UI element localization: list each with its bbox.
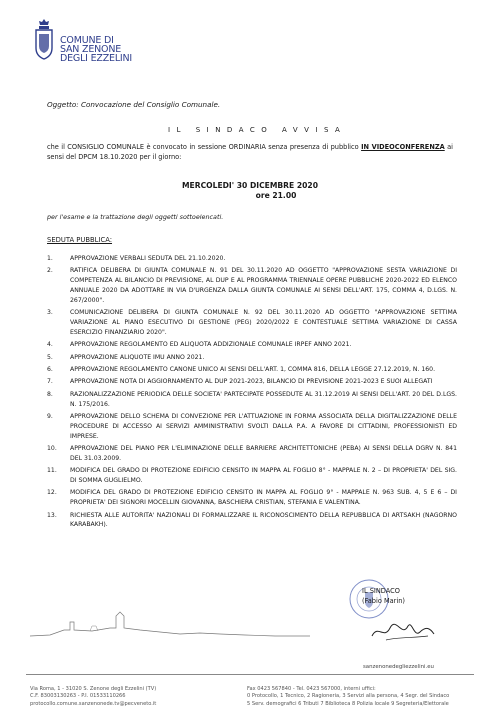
agenda-item-text: APPROVAZIONE NOTA DI AGGIORNAMENTO AL DUP 2021-2023, BILANCIO DI PREVISIONE 2021-2023 E SUOI ALLEGATI xyxy=(70,378,433,386)
agenda-item xyxy=(47,377,457,387)
comune-line-2: SAN ZENONE xyxy=(60,44,122,55)
agenda-intro: per l'esame e la trattazione degli oggetti sottoelencati. xyxy=(47,213,224,221)
agenda-item-text: APPROVAZIONE REGOLAMENTO CANONE UNICO AI SENSI DELL'ART. 1, COMMA 816, DELLA LEGGE 27.12.2019, N. 160. xyxy=(70,366,436,374)
agenda-item-text: APPROVAZIONE ALIQUOTE IMU ANNO 2021. xyxy=(70,353,205,361)
subject-line: Oggetto: Convocazione del Consiglio Comunale. xyxy=(47,100,221,109)
agenda-item-text: MODIFICA DEL GRADO DI PROTEZIONE EDIFICIO CENSITO IN MAPPA AL FOGLIO 8° - MAPPALE N. 2 – DI PROPRIETA' DEL SIG. DI SOMMA GUGLIELMO. xyxy=(70,467,457,485)
agenda-item-number: 6. xyxy=(47,366,53,374)
agenda-item xyxy=(47,365,457,375)
comune-name xyxy=(60,36,132,63)
agenda-item-number: 12. xyxy=(47,489,57,497)
crest-icon xyxy=(34,18,54,60)
meeting-date: MERCOLEDI' 30 DICEMBRE 2020 xyxy=(181,181,318,190)
agenda-item xyxy=(47,254,457,264)
agenda-item-text: RAZIONALIZZAZIONE PERIODICA DELLE SOCIETA' PARTECIPATE POSSEDUTE AL 31.12.2019 AI SENSI DELL'ART. 20 DEL D.LGS. N. 175/2016. xyxy=(70,390,457,408)
agenda-list xyxy=(47,254,457,533)
agenda-item xyxy=(47,390,457,410)
agenda-item xyxy=(47,353,457,363)
municipality-logo xyxy=(34,10,142,70)
agenda-item-number: 2. xyxy=(47,267,53,275)
comune-line-3: DEGLI EZZELINI xyxy=(60,53,133,64)
agenda-item-number: 7. xyxy=(47,378,53,386)
comune-line-1: COMUNE DI xyxy=(60,35,114,46)
footer-contact-line: 0 Protocollo, 1 Tecnico, 2 Ragioneria, 3 Servizi alla persona, 4 Segr. del Sindaco xyxy=(247,693,450,700)
agenda-item xyxy=(47,511,457,531)
meeting-time: ore 21.00 xyxy=(255,191,297,200)
agenda-item-number: 3. xyxy=(47,309,53,317)
agenda-item-text: APPROVAZIONE REGOLAMENTO ED ALIQUOTA ADDIZIONALE COMUNALE IRPEF ANNO 2021. xyxy=(70,341,352,349)
agenda-item xyxy=(47,308,457,338)
agenda-item xyxy=(47,466,457,486)
footer-divider xyxy=(26,674,474,675)
handwritten-signature xyxy=(368,618,438,644)
agenda-item xyxy=(47,444,457,464)
agenda-item xyxy=(47,266,457,306)
agenda-item xyxy=(47,340,457,350)
agenda-item-number: 13. xyxy=(47,511,57,519)
agenda-item-text: COMUNICAZIONE DELIBERA DI GIUNTA COMUNALE N. 92 DEL 30.11.2020 AD OGGETTO "APPROVAZIONE SETTIMA VARIAZIONE AL PIANO ESECUTIVO DI GESTIONE (PEG) 2020/2022 E CONTESTUALE SETTIMA VARIAZIONE DI CASSA ESERCIZIO FINANZIARIO 2020". xyxy=(70,309,457,337)
website-url: sanzenonedegliezzelini.eu xyxy=(363,664,434,670)
videoconference-emphasis: IN VIDEOCONFERENZA xyxy=(361,143,445,151)
agenda-item-number: 10. xyxy=(47,444,57,452)
signature-block xyxy=(348,578,444,642)
intro-paragraph xyxy=(47,143,453,162)
public-session-title: SEDUTA PUBBLICA: xyxy=(47,236,113,244)
intro-text-2: ai sensi del DPCM 18.10.2020 per il giorno: xyxy=(47,143,453,161)
footer-address-line: C.F. 83003130263 - P.I. 01533110266 xyxy=(30,693,126,700)
meeting-datetime xyxy=(0,181,500,201)
agenda-item-number: 5. xyxy=(47,353,53,361)
mayor-name: (Fabio Marin) xyxy=(362,597,405,605)
agenda-item-number: 9. xyxy=(47,412,53,420)
footer-address-line: Via Roma, 1 - 31020 S. Zenone degli Ezzelini (TV) xyxy=(30,686,157,692)
agenda-item-number: 1. xyxy=(47,255,53,262)
footer-address-line: protocollo.comune.sanzenonede.tv@pecveneto.it xyxy=(30,700,157,707)
agenda-item-number: 8. xyxy=(47,390,53,398)
footer-contact-line: Fax 0423 567840 - Tel. 0423 567000, interni uffici: xyxy=(247,686,376,692)
footer-contact-line: 5 Serv. demografici 6 Tributi 7 Biblioteca 8 Polizia locale 9 Segreteria/Elettorale xyxy=(247,700,449,707)
town-skyline-drawing xyxy=(30,600,310,638)
agenda-item-text: RICHIESTA ALLE AUTORITA' NAZIONALI DI FORMALIZZARE IL RICONOSCIMENTO DELLA REPUBBLICA DI ARTSAKH (NAGORNO KARABAKH). xyxy=(70,511,457,529)
agenda-item-text: APPROVAZIONE VERBALI SEDUTA DEL 21.10.2020. xyxy=(70,255,226,262)
agenda-item xyxy=(47,488,457,508)
notice-heading: IL SINDACO AVVISA xyxy=(168,126,347,134)
agenda-item-number: 4. xyxy=(47,341,53,349)
agenda-item-text: APPROVAZIONE DELLO SCHEMA DI CONVEZIONE PER L'ATTUAZIONE IN FORMA ASSOCIATA DELLA DIGITALIZZAZIONE DELLE PROCEDURE DI ACCESSO AI SERVIZI AMMINISTRATIVI SVOLTI DALLA P.A. A FAVORE DI CITTADINI, PROFESSIONISTI ED IMPRESE. xyxy=(70,412,457,440)
agenda-item-text: RATIFICA DELIBERA DI GIUNTA COMUNALE N. 91 DEL 30.11.2020 AD OGGETTO "APPROVAZIONE SESTA VARIAZIONE DI COMPETENZA AL BILANCIO DI PREVISIONE, AL DUP E AL PROGRAMMA TRIENNALE OPERE PUBBLICHE 2020-2022 ED ELENCO ANNUALE 2020 DA ADOTTARE IN VIA D'URGENZA DALLA GIUNTA COMUNALE AI SENSI DELL'ART. 175, COMMA 4, D.LGS. N. 267/2000". xyxy=(70,267,457,305)
agenda-item-number: 11. xyxy=(47,467,57,475)
agenda-item-text: MODIFICA DEL GRADO DI PROTEZIONE EDIFICIO CENSITO IN MAPPA AL FOGLIO 9° - MAPPALE N. 963 SUB. 4, 5 E 6 – DI PROPRIETA' DEI SIGNORI MOCELLIN GIOVANNA, BASCHIERA CRISTIAN, STEFANIA E VALENTINA. xyxy=(70,489,457,507)
mayor-title: IL SINDACO xyxy=(362,587,400,595)
agenda-item xyxy=(47,412,457,442)
footer-address xyxy=(30,686,156,708)
footer-contacts xyxy=(247,686,449,708)
intro-text-1: che il CONSIGLIO COMUNALE è convocato in sessione ORDINARIA senza presenza di pubblico xyxy=(47,143,362,151)
agenda-item-text: APPROVAZIONE DEL PIANO PER L'ELIMINAZIONE DELLE BARRIERE ARCHITETTONICHE (PEBA) AI SENSI DELLA DGRV N. 841 DEL 31.03.2009. xyxy=(70,444,457,462)
